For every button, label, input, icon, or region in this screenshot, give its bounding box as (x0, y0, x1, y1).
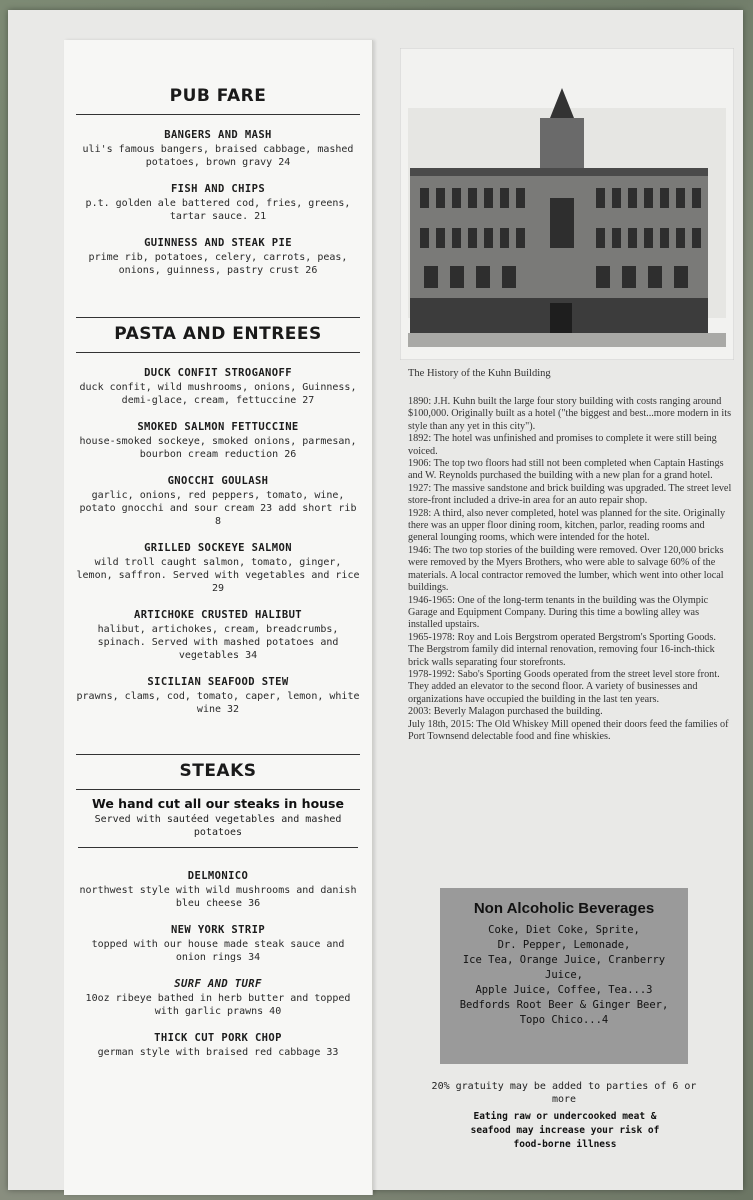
history-paragraph: 1978-1992: Sabo's Sporting Goods operated from the street level store front. They added an elevator to the second floor. A variety of businesses and organizations have occupied the building in the last ten years. (408, 668, 720, 705)
item-name: DUCK CONFIT STROGANOFF (144, 367, 292, 379)
pub-fare-title: PUB FARE (76, 80, 360, 115)
menu-right-column (400, 48, 734, 1188)
menu-item (74, 978, 362, 1018)
photo-caption: The History of the Kuhn Building (408, 368, 551, 379)
history-paragraph: 1892: The hotel was unfinished and promises to complete it were still being voiced. (408, 433, 717, 457)
menu-item (74, 183, 362, 223)
item-name: ARTICHOKE CRUSTED HALIBUT (133, 609, 303, 621)
beverage-line: Coke, Diet Coke, Sprite, (488, 924, 640, 936)
item-desc: northwest style with wild mushrooms and danish bleu cheese 36 (79, 885, 357, 909)
beverage-line: Bedfords Root Beer & Ginger Beer, (459, 999, 669, 1011)
beverage-line: Apple Juice, Coffee, Tea...3 (475, 984, 653, 996)
beverages-title: Non Alcoholic Beverages (473, 900, 655, 917)
item-desc: duck confit, wild mushrooms, onions, Guinness, demi-glace, cream, fettuccine 27 (79, 382, 357, 406)
food-safety-warning: Eating raw or undercooked meat & seafood may increase your risk of food-borne illness (470, 1111, 660, 1150)
beverage-line: Topo Chico...4 (519, 1014, 609, 1026)
item-desc: house-smoked sockeye, smoked onions, parmesan, bourbon cream reduction 26 (79, 436, 357, 460)
pasta-entrees-title: PASTA AND ENTREES (76, 317, 360, 353)
history-paragraph: 1946: The two top stories of the building were removed. Over 120,000 bricks were removed by the Myers Brothers, who were able to salvage 60% of the materials. A local contractor removed the lumber, which went into other local buildings. (408, 544, 724, 594)
history-paragraph: 1928: A third, also never completed, hotel was planned for the site. Originally there was an upper floor dining room, kitchen, parlor, reading rooms and general lounging rooms, which were intended for the hotel. (408, 507, 726, 544)
menu-item (74, 676, 362, 716)
history-paragraph: 1906: The top two floors had still not been completed when Captain Hastings and W. Reynolds purchased the building with a new plan for a grand hotel. (408, 458, 724, 482)
menu-item (74, 924, 362, 964)
menu-item (74, 870, 362, 910)
steak-note: Served with sautéed vegetables and mashed potatoes (78, 813, 358, 848)
history-text (408, 396, 732, 743)
item-desc: uli's famous bangers, braised cabbage, mashed potatoes, brown gravy 24 (82, 144, 354, 168)
item-name: SICILIAN SEAFOOD STEW (147, 676, 289, 688)
beverages-box (440, 888, 688, 1064)
history-paragraph: 2003: Beverly Malagon purchased the building. (408, 706, 603, 718)
menu-sheet (8, 10, 743, 1190)
history-paragraph: 1946-1965: One of the long-term tenants in the building was the Olympic Garage and Equipment Company. During this time a bowling alley was installed upstairs. (408, 594, 709, 631)
item-name: BANGERS AND MASH (164, 129, 272, 141)
item-desc: 10oz ribeye bathed in herb butter and topped with garlic prawns 40 (85, 993, 351, 1017)
item-desc: garlic, onions, red peppers, tomato, wine, potato gnocchi and sour cream 23 add short rib 8 (79, 490, 357, 527)
item-name: NEW YORK STRIP (170, 924, 266, 936)
gratuity-note: 20% gratuity may be added to parties of 6 or more (431, 1081, 697, 1105)
item-name: SMOKED SALMON FETTUCCINE (137, 421, 299, 433)
menu-item (74, 542, 362, 595)
menu-item (74, 609, 362, 662)
item-name: FISH AND CHIPS (170, 183, 266, 195)
menu-item (74, 475, 362, 528)
item-desc: prime rib, potatoes, celery, carrots, peas, onions, guinness, pastry crust 26 (88, 252, 348, 276)
item-desc: german style with braised red cabbage 33 (97, 1047, 339, 1058)
history-paragraph: 1927: The massive sandstone and brick building was upgraded. The street level store-front included a drive-in area for an auto repair shop. (408, 482, 732, 507)
beverage-line: Juice, (545, 969, 583, 981)
steaks-title: STEAKS (76, 754, 360, 790)
item-desc: wild troll caught salmon, tomato, ginger, lemon, saffron. Served with vegetables and rice 29 (76, 557, 360, 594)
beverage-line: Ice Tea, Orange Juice, Cranberry (462, 954, 666, 966)
kuhn-building-photo (400, 48, 734, 360)
item-name: GNOCCHI GOULASH (167, 475, 269, 487)
item-name: SURF AND TURF (174, 978, 262, 990)
item-name: THICK CUT PORK CHOP (154, 1032, 282, 1044)
item-desc: halibut, artichokes, cream, breadcrumbs, spinach. Served with mashed potatoes and vegetables 34 (97, 624, 339, 661)
item-desc: prawns, clams, cod, tomato, caper, lemon, white wine 32 (76, 691, 360, 715)
menu-left-column (64, 40, 373, 1195)
history-paragraph: 1890: J.H. Kuhn built the large four story building with costs ranging around $100,000. Originally built as a hotel ("the biggest and best...more modern in its style than any yet in this city"). (408, 396, 732, 432)
menu-item (74, 367, 362, 407)
menu-item (74, 237, 362, 277)
history-paragraph: July 18th, 2015: The Old Whiskey Mill opened their doors feed the families of Port Townsend delectable food and fine whiskies. (408, 718, 729, 742)
item-name: DELMONICO (187, 870, 249, 882)
menu-item (74, 421, 362, 461)
menu-item (74, 1032, 362, 1059)
item-desc: p.t. golden ale battered cod, fries, greens, tartar sauce. 21 (85, 198, 351, 222)
history-paragraph: 1965-1978: Roy and Lois Bergstrom operated Bergstrom's Sporting Goods. The Bergstrom family did internal renovation, removing four 16-inch-thick brick walls separating four storefronts. (408, 631, 716, 668)
item-desc: topped with our house made steak sauce and onion rings 34 (91, 939, 345, 963)
beverage-line: Dr. Pepper, Lemonade, (497, 939, 631, 951)
steak-note-title: We hand cut all our steaks in house (92, 796, 344, 811)
menu-item (74, 129, 362, 169)
item-name: GRILLED SOCKEYE SALMON (144, 542, 292, 554)
item-name: GUINNESS AND STEAK PIE (144, 237, 292, 249)
